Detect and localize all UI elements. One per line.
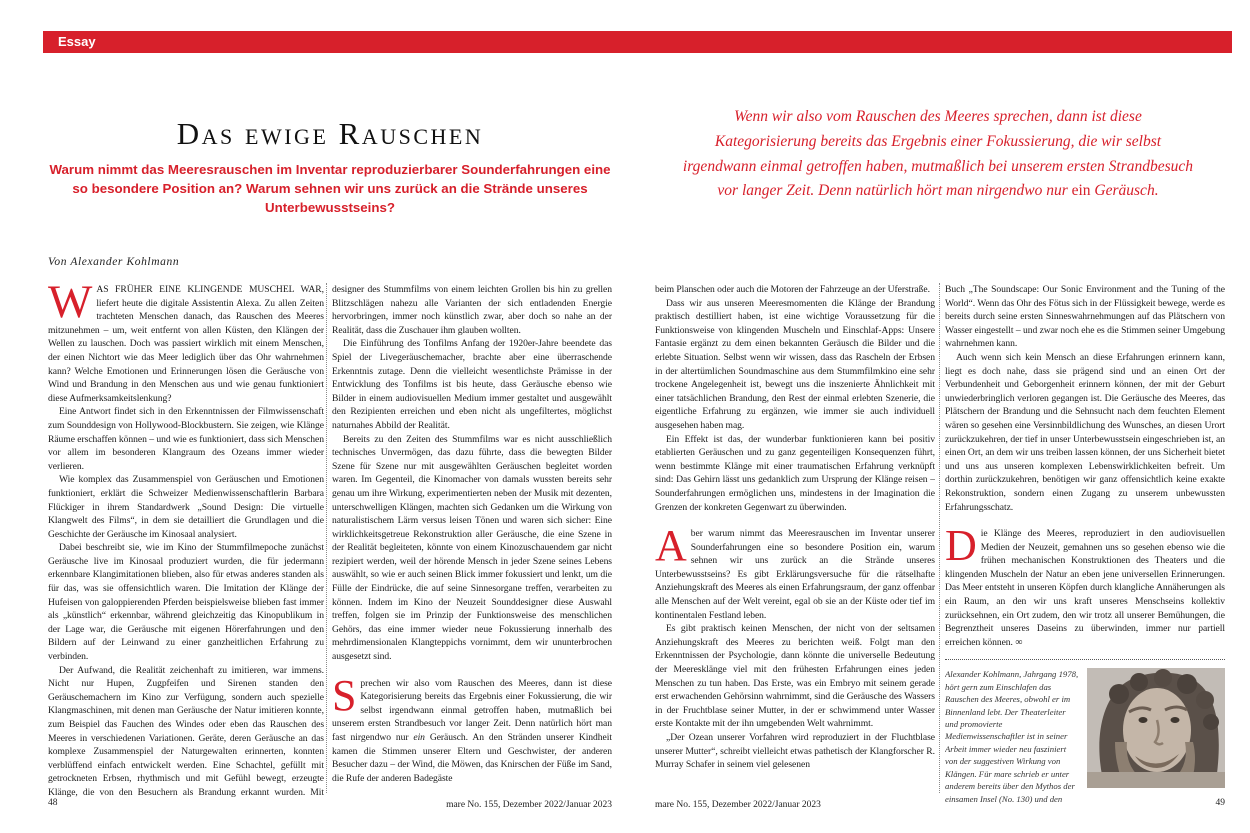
- dropcap-letter: S: [332, 670, 357, 720]
- paragraph: Ein Effekt ist das, der wunderbar funktionieren kann bei positiv etablierten Geräuschen und zu ganz gegenteiligen Konsequenzen führt, wenn bestimmte Klänge mit einer traumatischen Erfahrung verknüpft sind: Das Gehirn lässt uns gedanklich zum Ursprung der Klänge reisen – Sounderfahrungen ermöglichen uns, mindestens in der Imagination die Grenzen der konkreten Gegenwart zu überwinden.: [655, 433, 935, 513]
- dropcap-letter: D: [945, 521, 977, 571]
- paragraph: WAS FRÜHER EINE KLINGENDE MUSCHEL WAR, liefert heute die digitale Assistentin Alexa. Zu allen Zeiten trachteten Menschen danach, das Rauschen des Meeres mitzunehmen – um, weit entfernt von allen Küsten, den Klängen der Wellen zu lauschen. Doch was passiert wirklich mit einem Menschen, der einen Nichtort wie das Meer lediglich über das Ohr wahrnehmen kann? Welche Emotionen und Erinnerungen lösen die Geräusche von Wind und Brandung in den Menschen aus und wie genau funktioniert diese Aufmerksamkeitslenkung?: [48, 283, 324, 404]
- author-photo: [1087, 668, 1225, 788]
- subtitle-line-2: so besondere Position an? Warum sehnen wir uns zurück an die Strände unseres Unterbewusstseins?: [72, 181, 588, 215]
- emphasized-word: ein: [413, 732, 425, 743]
- paragraph: Wie komplex das Zusammenspiel von Geräuschen und Emotionen funktioniert, erklärt die Schweizer Medienwissenschaftlerin Barbara Flückiger in ihrem Standardwerk „Sound Design: Die virtuelle Klangwelt des Films“, in dem sie detailliert die Grundlagen und die Geschichte der Geräusche im Kinosaal analysiert.: [48, 474, 324, 540]
- column-divider-right-page: [939, 283, 940, 793]
- end-divider: [945, 659, 1225, 660]
- pull-quote-line: vor langer Zeit. Denn natürlich hört man nirgendwo nur ein Geräusch.: [717, 182, 1159, 200]
- paragraph: Bereits zu den Zeiten des Stummfilms war es nicht ausschließlich technisches Unvermögen, das dazu führte, dass die bewegten Bilder Szene für Szene nur mit ausgewählten Geräuschen begleitet worden waren. Im Gegenteil, die Kinomacher von damals wussten bereits sehr genau um ihre Wirkung, experimentierten neben der Musik mit dezenten, unterschwelligen Klängen, machten sich Gedanken um die Wirkung von naturalistischem Lärm versus leisen Tönen und waren sich sicher: Eine wirklichkeitsgetreue Rekonstruktion aller Geräusche, die eine Szene in der Realität begleiteten, könnte von einem Kinozuschauendem gar nicht rezipiert werden, weil der hörende Mensch in jeder Szene seines Lebens auswählt, so wie er auch seinen Blick immer fokussiert und lenkt, um die Fülle der Eindrücke, die auf seine Sinnesorgane treffen, verarbeiten zu können. Indem im Kino der Neuzeit Sounddesigner diese Auswahl treffen, folgen sie im Prinzip der Funktionsweise des menschlichen Gehörs, das eine immer wieder neue Fokussierung innerhalb des mehrdimensionalen Klangteppichs vornimmt, dem wir ununterbrochen ausgesetzt sind.: [332, 433, 612, 663]
- author-bio: Alexander Kohlmann, Jahrgang 1978, hört gern zum Einschlafen das Rauschen des Meeres, obwohl er im Binnenland lebt. Der Theaterleiter und promovierte Medienwissenschaftler ist in seiner Arbeit immer wieder neu fasziniert von der suggestiven Wirkung von Klängen. Für mare schrieb er unter anderem bereits über den Mythos der einsamen Insel (No. 130) und den: [945, 669, 1079, 804]
- paragraph: Eine Antwort findet sich in den Erkenntnissen der Filmwissenschaft zum Sounddesign von Hollywood-Blockbustern. Sie zeigen, wie Klänge Räume erschaffen können – und wie es funktioniert, dass sich Menschen vor allem im besonderen Klangraum des Ozeans immer wieder verlieren.: [48, 406, 324, 472]
- paragraph: Sprechen wir also vom Rauschen des Meeres, dann ist diese Kategorisierung bereits das Ergebnis einer Fokussierung, die wir selbst irgendwann einmal getroffen haben, mutmaßlich bei unserem ersten Strandbesuch vor langer Zeit. Denn natürlich hört man fast nirgendwo nur ein Geräusch. An den Stränden unserer Kindheit kamen die Stimmen unserer Eltern und Geschwister, der anderen Besucher dazu – der Wind, die Möwen, das Knirschen der Füße im Sand, die Rufe der anderen Badegäste: [332, 670, 612, 784]
- text-column-2: [332, 283, 612, 797]
- paragraph: Dass wir aus unseren Meeresmomenten die Klänge der Brandung praktisch destilliert haben, ist eine wichtige Voraussetzung für die Funktionsweise von klingenden Muscheln und Einschlaf-Apps: Unsere Fantasie ergänzt zu dem einen bekannten Geräusch die Bilder und die erlebte Situation. Selbst wenn wir wissen, dass das Rascheln der Erbsen in der altertümlichen Soundmaschine aus dem Stummfilmkino eine sehr trockene Angelegenheit ist, bewegt uns die inszenierte Ähnlichkeit mit einer tatsächlichen Brandung, den Rest der einmal erlebten Szenerie, die eigentliche Erfahrung zu ergänzen, wie immer sie auch individuell ausgesehen haben mag.: [655, 297, 935, 431]
- paragraph: Auch wenn sich kein Mensch an diese Erfahrungen erinnern kann, liegt es doch nahe, dass sie prägend sind und an einen Ort der Verbundenheit und Geborgenheit erinnern können, der mit der Geburt unwiederbringlich verloren gegangen ist. Die Geräusche des Meeres, das Plätschern der Brandung und die Sehnsucht nach dem feuchten Element wären so gesehen eine Versinnbildlichung des Wunsches, an diesen Urort zurückzukehren, der tief in unser Unterbewusstsein eingeschrieben ist, an einen Ort, an dem wir uns treiben lassen können, der uns Sicherheit bietet und uns aus unseren komplexen Lebenswirklichkeiten befreit. Um dorthin zurückzukehren, benötigen wir ganz offensichtlich keine exakte Rekonstruktion, sondern einen Zugang zu unserem unbewussten Erfahrungsschatz.: [945, 351, 1225, 513]
- paragraph: „Der Ozean unserer Vorfahren wird reproduziert in der Fluchtblase unserer Mutter“, schreibt vielleicht etwas pathetisch der Klangforscher R. Murray Schafer in seinem viel gelesenen: [655, 732, 935, 771]
- pull-quote-line: irgendwann einmal getroffen haben, mutmaßlich bei unserem ersten Strandbesuch: [682, 157, 1194, 175]
- end-of-article-mark: ∞: [1015, 636, 1022, 648]
- article-subtitle: [28, 160, 632, 217]
- text-column-3: [655, 283, 935, 797]
- paragraph: Der Aufwand, die Realität zeichenhaft zu imitieren, war immens. Nicht nur Hupen, Zugpfeifen und Sirenen standen den Geräuschemachern im Kino zur Verfügung, sondern auch spezielle Klangmaschinen, mit denen man Geräusche der Natur imitieren konnte, zum Beispiel das Fauchen des Windes oder eben das Rauschen des Meeres in verschiedenen Variationen. Geräte, deren Geräusche an das komplexe Zusammenspiel der Naturgewalten erinnerten, konnten verblüffend einfach entwickelt werden. Eine Schachtel, gefüllt mit getrockneten Erbsen, rhythmisch und mit Gefühl bewegt, erzeugte Klänge, die von den Besuchern als Brandung erkannt wurden. Mit: [48, 664, 324, 797]
- author-block: [945, 668, 1225, 807]
- column-divider-left-page: [326, 283, 327, 793]
- text-column-4: [945, 283, 1225, 807]
- footer-issue-right: mare No. 155, Dezember 2022/Januar 2023: [655, 800, 821, 810]
- page-number-right: 49: [1215, 798, 1225, 808]
- byline: Von Alexander Kohlmann: [48, 256, 180, 268]
- paragraph: beim Planschen oder auch die Motoren der Fahrzeuge an der Uferstraße.: [655, 284, 930, 295]
- paragraph: Dabei beschreibt sie, wie im Kino der Stummfilmepoche zunächst Geräusche live im Kinosaal produziert wurden, die für jedermann erkennbare Klangimitationen blieben, also für etwas anderes standen als für das, was sie offensichtlich waren. Die Imitation der Klänge der Hufeisen von galoppierenden Pferden beispielsweise blieben fast immer als „künstlich“ erkennbar, während gleichzeitig das Kinopublikum in der Lage war, die Geräusche mit eigenen Hörerfahrungen und den Bildern auf der Leinwand zu einer ganzheitlichen Erfahrung zu verbinden.: [48, 542, 324, 663]
- paragraph: Die Einführung des Tonfilms Anfang der 1920er-Jahre beendete das Spiel der Livegeräuschemacher, brachte aber eine überraschende Erkenntnis zutage. Denn die vielleicht wesentlichste Prämisse in der Entwicklung des Tonfilms ist bis heute, dass Geräusche ebenso wie Bilder in einem audiovisuellen Medium immer gestaltet und ausgewählt den Rezipienten erreichen und eben nicht als ungefiltertes, möglichst naturnahes Abbild der Realität.: [332, 338, 612, 431]
- pull-quote-line: Kategorisierung bereits das Ergebnis einer Fokussierung, die wir selbst: [714, 132, 1162, 150]
- category-bar: [43, 31, 1232, 53]
- dropcap-letter: A: [655, 521, 687, 571]
- text-column-1: [48, 283, 324, 797]
- subtitle-line-1: Warum nimmt das Meeresrauschen im Inventar reproduzierbarer Sounderfahrungen eine: [49, 162, 611, 177]
- page-number-left: 48: [48, 798, 58, 808]
- page-title: Das ewige Rauschen: [176, 116, 484, 151]
- paragraph: Die Klänge des Meeres, reproduziert in den audiovisuellen Medien der Neuzeit, gemahnen uns so gesehen ebenso wie die frühen mechanischen Konstruktionen des Theaters und die klingenden Muscheln der Natur an eben jene universellen Erinnerungen. Das Meer entsteht in unseren Köpfen durch klangliche Annäherungen als ein Raum, an den wir uns kraft unseres Menschseins kollektiv zurücksehnen, ein Ort zudem, den wir trotz all unserer Bemühungen, die Begrenztheit unseres Daseins zu überwinden, immer nur partiell erreichen können. ∞: [945, 521, 1225, 648]
- pull-quote-line: Wenn wir also vom Rauschen des Meeres sprechen, dann ist diese: [734, 108, 1142, 125]
- pull-quote: [648, 105, 1228, 204]
- dropcap-letter: W: [48, 283, 93, 328]
- paragraph: designer des Stummfilms von einem leichten Grollen bis hin zu grellen Blitzschlägen nahezu alle Varianten der sich entladenden Energie hervorbringen, immer noch künstlich zwar, aber doch so nahe an der Realität, dass die Zuschauer ihm glauben wollten.: [332, 284, 612, 336]
- emphasized-word: ein: [1071, 182, 1091, 200]
- paragraph: Aber warum nimmt das Meeresrauschen im Inventar unserer Sounderfahrungen eine so besondere Position ein, warum sehnen wir uns zurück an die Strände unseres Unterbewusstseins? Es gibt Erklärungsversuche für die rätselhafte Anziehungskraft des Meeres als einen Erfahrungsraum, der ganz offenbar alle Menschen auf der Welt vereint, egal ob sie an der Küste oder tief im kontinentalen Festland leben.: [655, 521, 935, 621]
- paragraph: Es gibt praktisch keinen Menschen, der nicht von der seltsamen Anziehungskraft des Meeres zu berichten weiß. Folgt man den Erkenntnissen der Psychologie, dann könnte die universelle Bedeutung der Meeresklänge viel mit den frühesten Erfahrungen eines jeden Menschen zu tun haben. Das Erste, was ein Embryo mit seinem gerade erst erwachenden Gehörsinn wahrnimmt, sind die Geräusche des Wassers in der Fruchtblase seiner Mutter, in der er schwimmend unter Wasser erste Kontakte mit der ihn umgebenden Welt wahrnimmt.: [655, 623, 935, 730]
- paragraph: Buch „The Soundscape: Our Sonic Environment and the Tuning of the World“. Wenn das Ohr des Fötus sich in der Flüssigkeit bewege, werde es bereits durch seine ersten Sinneswahrnehmungen auf das Plätschern von Wasser eingestellt – und zwar noch ehe es die Stimmen seiner Umgebung wahrnehmen kann.: [945, 284, 1225, 350]
- footer-issue-left: mare No. 155, Dezember 2022/Januar 2023: [446, 800, 612, 810]
- category-label: Essay: [58, 34, 96, 49]
